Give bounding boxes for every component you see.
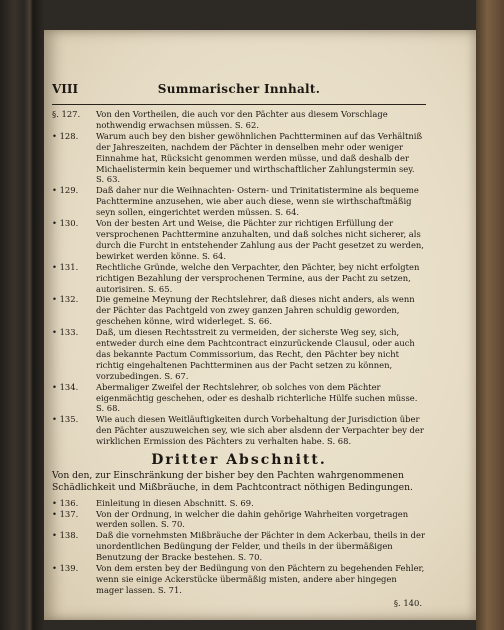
catchword: §. 140. [393,597,422,608]
toc-entry [52,109,426,131]
toc-entry [52,327,426,382]
entry-text: Die gemeine Meynung der Rechtslehrer, daß dieses nicht anders, als wenn der Pächter das Pachtgeld von zwey ganzen Jahren schuldig geworden, geschehen könne, wird widerleget. [96,294,415,327]
entry-number: • 133. [52,327,79,338]
entry-number: • 131. [52,261,79,272]
entry-page-reference: S. 66. [247,316,273,327]
entry-text: Von der besten Art und Weise, die Pächter zur richtigen Erfüllung der versprochenen Pachttermine anzuhalten, und daß solches nicht sicherer, als durch die Furcht in entstehender Zahlung aus der Pacht gesetzet zu werden, bewirket werden könne. [96,218,424,261]
toc-entry [52,185,426,218]
entry-list-before [52,109,426,447]
entry-text: Warum auch bey den bisher gewöhnlichen Pachtterminen auf das Verhältniß der Jahreszeiten, nachdem der Pächter in denselben mehr oder weniger Einnahme hat, Rücksicht genommen werden müsse, und daß deshalb der Michaelistermin kein bequemer und wirthschaftlicher Zahlungstermin sey. [96,130,423,174]
toc-entry [52,414,426,447]
entry-number: • 138. [52,530,79,541]
entry-number: • 139. [52,563,79,574]
entry-text: Einleitung in diesen Abschnitt. [96,497,227,508]
toc-entry [52,131,426,186]
toc-entry [52,382,426,415]
entry-number: • 128. [52,130,79,141]
entry-number: • 136. [52,497,79,508]
running-head: Summarischer Innhalt. [157,82,321,96]
entry-list-after [52,498,426,596]
folio-number: VIII [52,82,79,96]
section-title: Dritter Abschnitt. [151,452,327,469]
entry-page-reference: S. 70. [238,552,263,563]
entry-text: Von den Vortheilen, die auch vor den Pächter aus diesem Vorschlage nothwendig erwachsen müssen. [96,109,388,130]
entry-page-reference: S. 68. [327,436,352,447]
entry-page-reference: S. 64. [275,207,300,218]
entry-page-reference: S. 63. [96,174,121,185]
entry-page-reference: S. 70. [160,519,185,530]
entry-number: • 129. [52,185,79,196]
entry-text: Wie auch diesen Weitläuftigkeiten durch Vorbehaltung der Jurisdiction über den Pächter auszuweichen sey, wie sich aber alsdenn der Verpachter bey der wirklichen Ermission des Pächters zu verhalten habe. [96,414,424,447]
section-subtitle: Von den, zur Einschränkung der bisher bey den Pachten wahrgenommenen Schädlichkeit und Mißbräuche, in dem Pachtcontract nöthigen Bedingungen. [52,470,413,493]
page-content [52,84,426,609]
entry-number: • 130. [52,218,79,229]
toc-entry [52,218,426,262]
toc-entry [52,530,426,563]
entry-number: §. 127. [52,109,81,119]
entry-text: Von dem ersten bey der Bedüngung von den Pächtern zu begehenden Fehler, wenn sie einige Ackerstücke übermäßig misten, andere aber hingegen mager lassen. [96,563,425,595]
page-header [52,84,426,105]
toc-entry [52,563,426,596]
entry-page-reference: S. 67. [164,370,189,381]
entry-text: Daß die vornehmsten Mißbräuche der Pächter in dem Ackerbau, theils in der unordentlichen Bedüngung der Felder, und theils in der übermäßigen Benutzung der Bracke bestehen. [96,530,425,563]
entry-number: • 132. [52,294,79,305]
entry-text: Abermaliger Zweifel der Rechtslehrer, ob solches von dem Pächter eigenmächtig geschehen, oder es deshalb richterliche Hülfe suchen müsse. [96,381,418,403]
entry-text: Rechtliche Gründe, welche den Verpachter, den Pächter, bey nicht erfolgten richtigen Bezahlung der versprochenen Termine, aus der Pacht zu setzen, autorisiren. [96,261,420,294]
entry-page-reference: S. 64. [201,250,227,261]
toc-entry [52,498,426,509]
entry-number: • 137. [52,508,79,519]
toc-entry [52,294,426,327]
toc-entry [52,509,426,531]
entry-page-reference: S. 69. [229,497,254,508]
entry-page-reference: S. 65. [148,283,173,294]
entry-number: • 135. [52,414,79,425]
entry-page-reference: S. 71. [157,584,182,595]
book-edge [476,0,504,630]
entry-text: Daß daher nur die Weihnachten- Ostern- und Trinitatistermine als bequeme Pachttermine anzusehen, wie aber auch diese, wenn sie wirthschaftmäßig seyn sollen, eingerichtet werden müssen. [96,185,419,218]
entry-number: • 134. [52,381,79,392]
toc-entry [52,262,426,295]
entry-page-reference: S. 68. [96,403,121,414]
entry-text: Von der Ordnung, in welcher die dahin gehörige Wahrheiten vorgetragen werden sollen. [96,508,409,530]
entry-text: Daß, um diesen Rechtsstreit zu vermeiden, der sicherste Weg sey, sich, entweder durch eine dem Pachtcontract einzurückende Clausul, oder auch das bekannte Pactum Commissorium, das Recht, den Pächter bey nicht richtig eingehaltenen Pachtterminen aus der Pacht setzen zu können, vorzubedingen. [96,327,415,381]
entry-page-reference: S. 62. [234,119,260,130]
